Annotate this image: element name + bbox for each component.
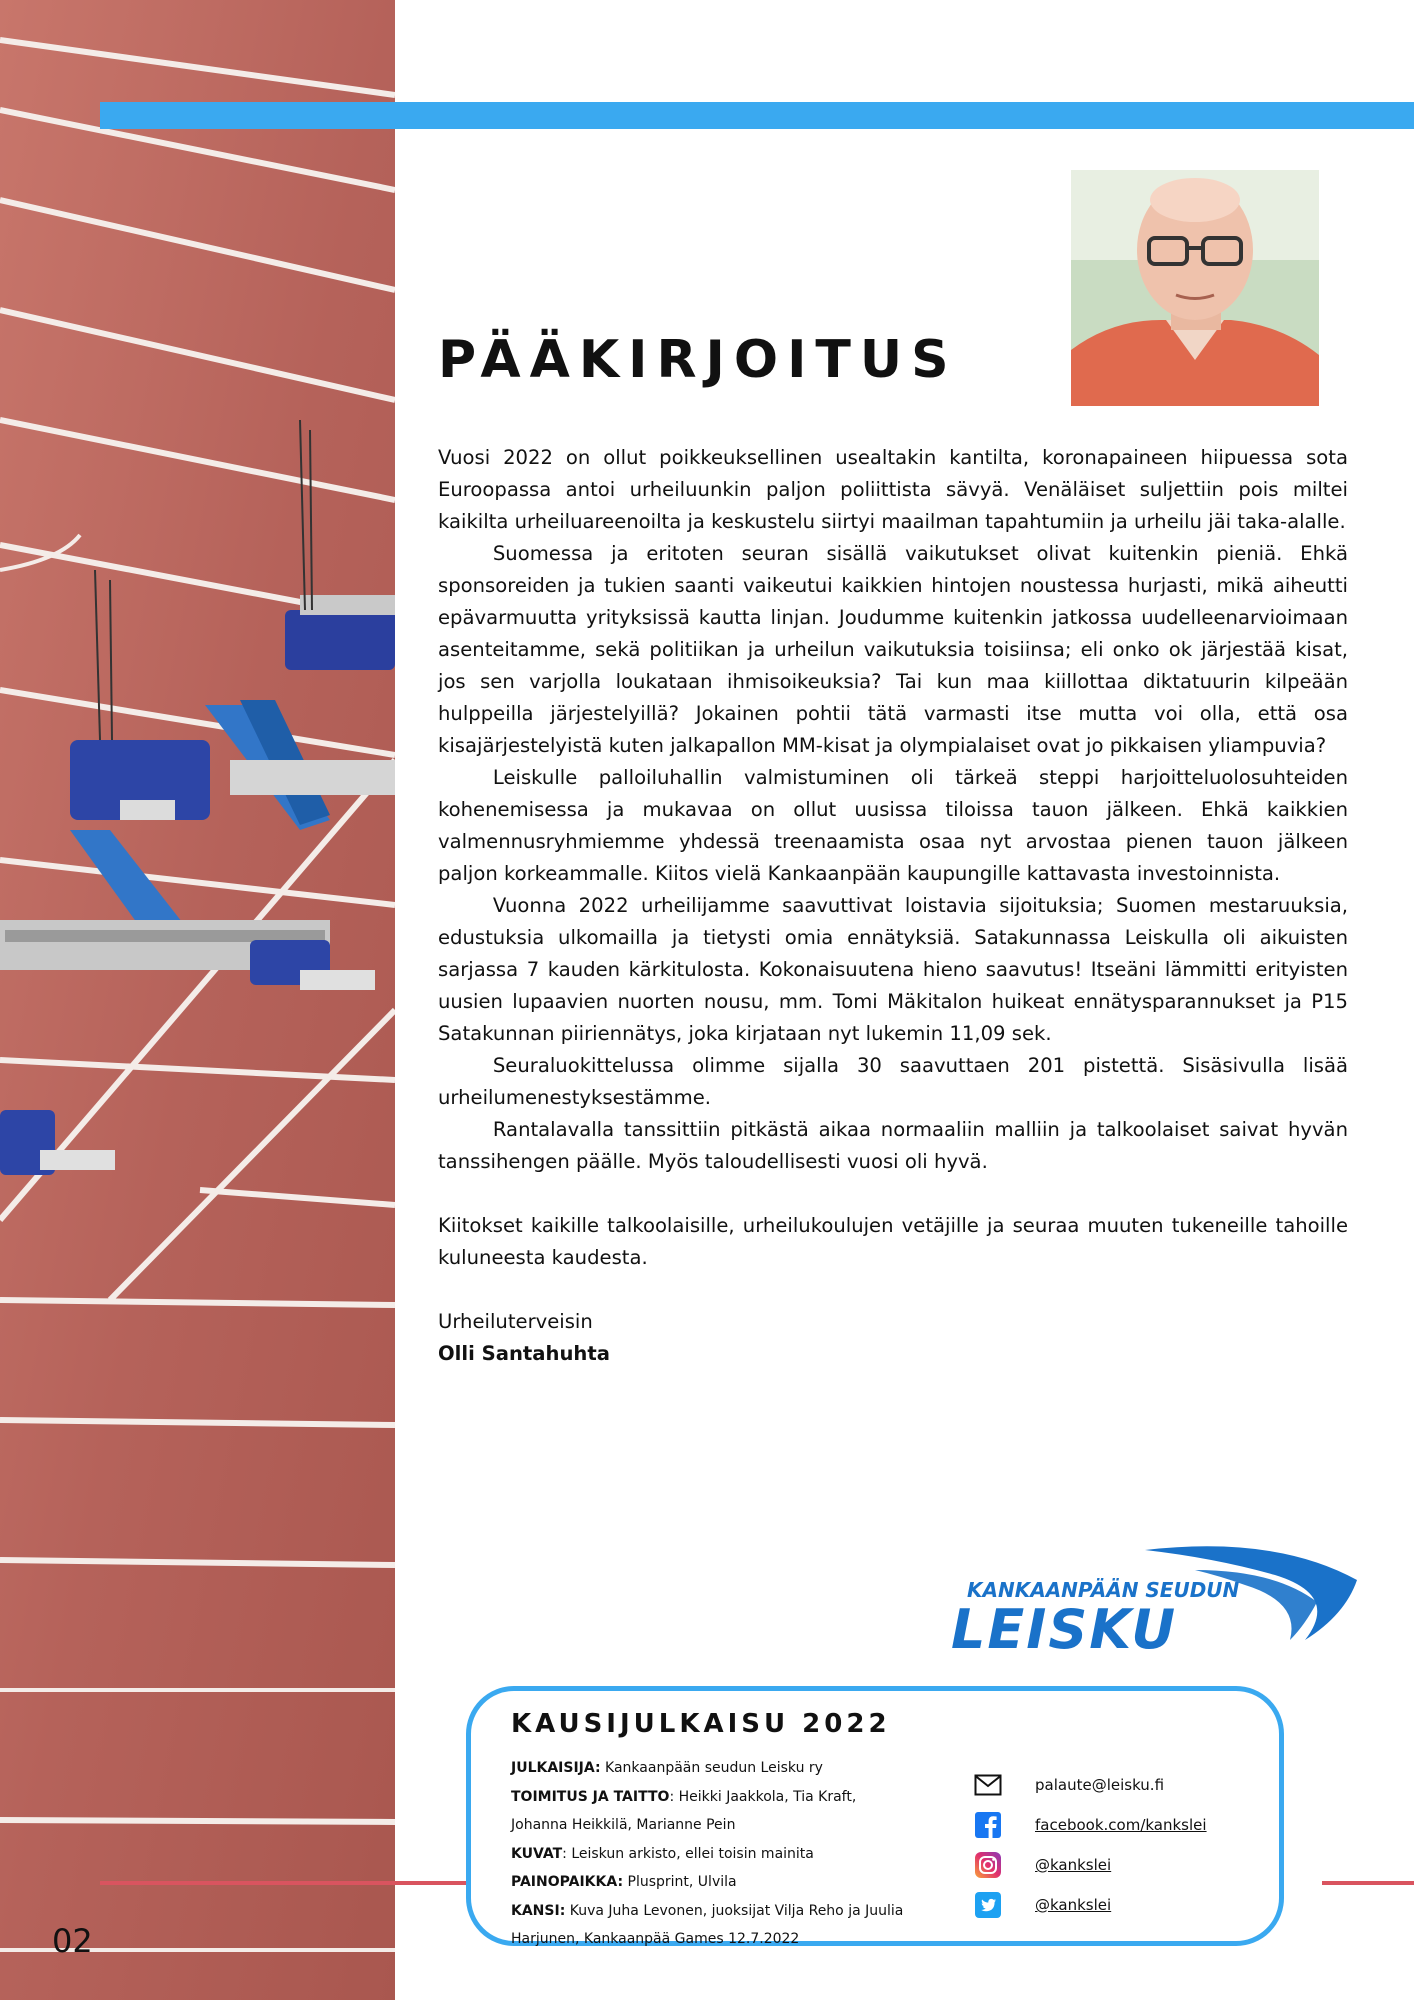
article-paragraph: Vuosi 2022 on ollut poikkeuksellinen usealtakin kantilta, koronapaineen hiipuessa sota Euroopassa antoi urheiluunkin paljon poliittista sävyä. Venäläiset suljettiin pois miltei kaikilta urheiluareenoilta ja keskustelu siirtyi maailman tapahtumiin ja urheilu jäi taka-alalle. [438,446,1348,533]
contact-twitter[interactable] [974,1885,1264,1925]
contact-email-text[interactable]: palaute@leisku.fi [1035,1776,1165,1794]
page-title: PÄÄKIRJOITUS [438,330,958,390]
article-paragraph: Rantalavalla tanssittiin pitkästä aikaa normaaliin malliin ja talkoolaiset saivat hyvän tanssihengen päälle. Myös taloudellisesti vuosi oli hyvä. [438,1118,1348,1173]
credit-line: JULKAISIJA: Kankaanpään seudun Leisku ry [511,1760,823,1776]
contact-instagram[interactable] [974,1845,1264,1885]
logo-line2: LEISKU [951,1598,1178,1660]
article-paragraph: Seuraluokittelussa olimme sijalla 30 saavuttaen 201 pistettä. Sisäsivulla lisää urheilumenestyksestämme. [438,1054,1348,1109]
twitter-icon [974,1891,1002,1919]
footer-divider-left [100,1881,470,1885]
top-accent-bar [100,102,1414,129]
article-paragraph: Vuonna 2022 urheilijamme saavuttivat loistavia sijoituksia; Suomen mestaruuksia, edustuksia ulkomailla ja tietysti omia ennätyksiä. Satakunnassa Leiskulla oli aikuisten sarjassa 7 kauden kärkitulosta. Kokonaisuutena hieno saavutus! Itseäni lämmitti erityisten uusien lupaavien nuorten nousu, mm. Tomi Mäkitalon huikeat ennätysparannukset ja P15 Satakunnan piiriennätys, joka kirjataan nyt lukemin 11,09 sek. [438,894,1348,1045]
facebook-icon [974,1811,1002,1839]
leisku-logo [945,1540,1365,1660]
contact-facebook-link[interactable]: facebook.com/kankslei [1035,1816,1207,1834]
signature-author: Olli Santahuhta [438,1342,610,1365]
credit-line: KANSI: Kuva Juha Levonen, juoksijat Vilja Reho ja Juulia Harjunen, Kankaanpää Games 12.7.2022 [511,1902,904,1947]
info-title: KAUSIJULKAISU 2022 [511,1709,891,1739]
credit-line: PAINOPAIKKA: Plusprint, Ulvila [511,1874,737,1890]
article-paragraph: Suomessa ja eritoten seuran sisällä vaikutukset olivat kuitenkin pieniä. Ehkä sponsoreiden ja tukien saanti vaikeutui kaikkien hintojen noustessa hurjasti, mikä aiheutti epävarmuutta yrityksissä kautta linjan. Joudumme kuitenkin jatkossa uudelleenarvioimaan asenteitamme, sekä politiikan ja urheilun vaikutuksia toisiinsa; eli onko ok järjestää kisat, jos sen varjolla loukataan ihmisoikeuksia? Tai kun maa kiillottaa diktatuurin kilpeään hulppeilla järjestelyillä? Jokainen pohtii tätä varmasti itse mutta voi olla, että osa kisajärjestelyistä kuten jalkapallon MM-kisat ja olympialaiset ovat jo pikkaisen yliampuvia? [438,542,1348,757]
footer-divider-right [1322,1881,1414,1885]
instagram-icon [974,1851,1002,1879]
publication-info-box [466,1686,1284,1946]
logo-line1: KANKAANPÄÄN SEUDUN [967,1578,1240,1602]
author-portrait [1071,170,1319,406]
contact-facebook[interactable] [974,1805,1264,1845]
credits-list [511,1754,911,1954]
credit-line: KUVAT: Leiskun arkisto, ellei toisin mainita [511,1845,814,1862]
editorial-article [438,442,1348,1370]
article-paragraph: Leiskulle palloiluhallin valmistuminen oli tärkeä steppi harjoitteluolosuhteiden kohenemisessa ja mukavaa on ollut uusissa tiloissa tauon jälkeen. Ehkä kaikkien valmennusryhmiemme yhdessä treenaamista osaa nyt arvostaa pienen tauon jälkeen paljon korkeammalle. Kiitos vielä Kankaanpään kaupungille kattavasta investoinnista. [438,766,1348,885]
page-number: 02 [52,1922,93,1960]
contact-list [974,1765,1264,1925]
signature-greeting: Urheiluterveisin [438,1310,593,1333]
contact-twitter-link[interactable]: @kankslei [1035,1896,1112,1914]
contact-email[interactable] [974,1765,1264,1805]
mail-icon [974,1771,1002,1799]
credit-line: TOIMITUS JA TAITTO: Heikki Jaakkola, Tia Kraft, Johanna Heikkilä, Marianne Pein [511,1788,857,1833]
contact-instagram-link[interactable]: @kankslei [1035,1856,1112,1874]
article-paragraph: Kiitokset kaikille talkoolaisille, urheilukoulujen vetäjille ja seuraa muuten tukeneille tahoille kuluneesta kaudesta. [438,1214,1348,1269]
track-photo [0,0,395,2000]
